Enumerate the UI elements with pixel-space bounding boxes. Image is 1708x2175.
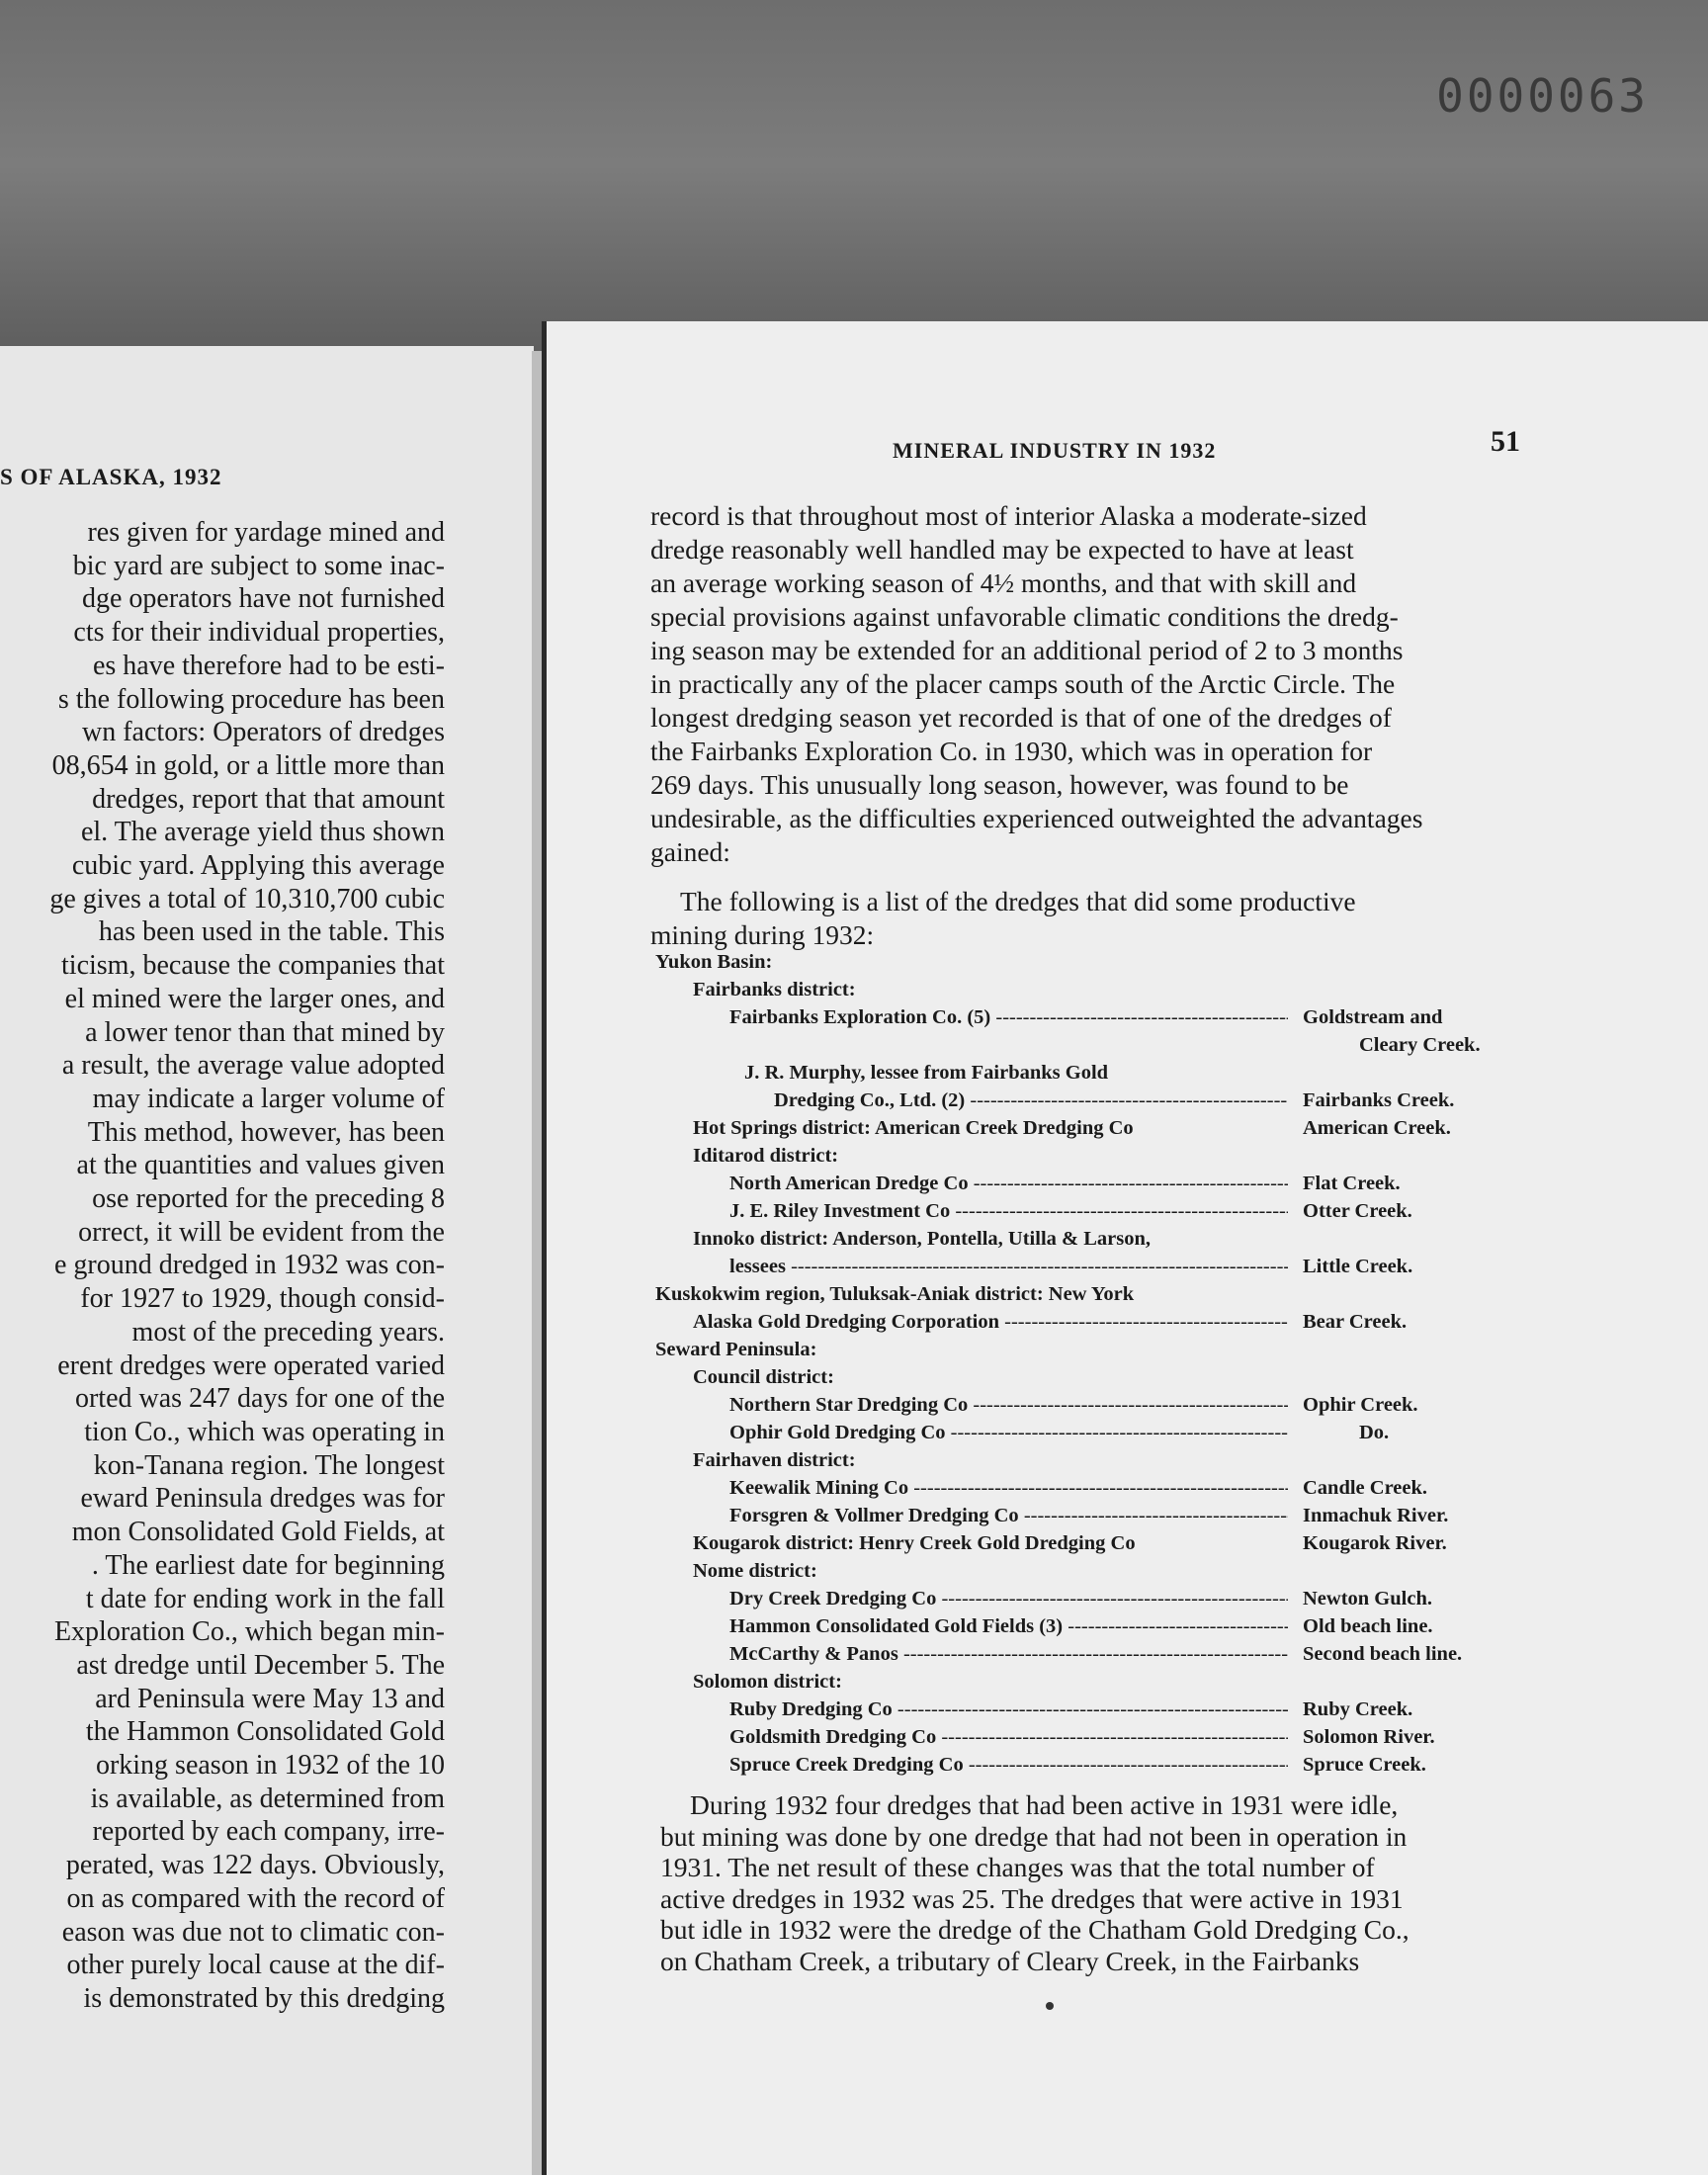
text-line: el. The average yield thus shown	[80, 817, 445, 848]
dredge-list-row	[655, 1754, 1540, 1782]
text-line: longest dredging season yet recorded is that of one of the dredges of	[650, 702, 1392, 733]
text-line: . The earliest date for beginning	[91, 1549, 445, 1581]
text-line: at the quantities and values given	[76, 1150, 445, 1181]
dredge-location: Little Creek.	[1303, 1256, 1413, 1277]
text-line: ard Peninsula were May 13 and	[95, 1683, 445, 1714]
dredge-list-row	[655, 1422, 1540, 1449]
text-line: cts for their individual properties,	[73, 617, 445, 649]
text-line: kon-Tanana region. The longest	[93, 1449, 445, 1481]
text-line: s the following procedure has been	[57, 683, 445, 715]
dredge-operator: Northern Star Dredging Co -----	[729, 1394, 1288, 1417]
dredge-operator: Fairbanks Exploration Co. (5) -----	[729, 1006, 1288, 1029]
text-line: other purely local cause at the dif-	[66, 1950, 445, 1981]
dredge-operator: Dredging Co., Ltd. (2) -----	[774, 1089, 1288, 1112]
dredge-list-row	[655, 1560, 1540, 1588]
text-line: orted was 247 days for one of the	[74, 1383, 445, 1415]
text-line: on as compared with the record of	[66, 1882, 445, 1914]
dredge-list-row	[655, 1145, 1540, 1173]
dredge-location: Old beach line.	[1303, 1615, 1433, 1637]
dredge-list-row	[655, 1006, 1540, 1034]
text-line: record is that throughout most of interior Alaska a moderate-sized	[650, 500, 1367, 531]
dredge-operator: Iditarod district:	[693, 1145, 839, 1167]
text-line: gained:	[650, 836, 730, 867]
dredge-location: Solomon River.	[1303, 1726, 1435, 1748]
dredge-operator: Fairhaven district:	[693, 1449, 856, 1471]
dredge-list-row	[655, 1477, 1540, 1505]
dredge-list-row	[655, 1698, 1540, 1726]
text-line: orrect, it will be evident from the	[78, 1216, 445, 1248]
intro-paragraph	[650, 499, 1535, 869]
text-line: ose reported for the preceding 8	[92, 1183, 445, 1215]
dredge-operator: Yukon Basin:	[655, 951, 773, 973]
text-line: reported by each company, irre-	[92, 1816, 445, 1848]
text-line: has been used in the table. This	[98, 916, 445, 948]
right-page	[542, 321, 1708, 2175]
dredge-operator: Seward Peninsula:	[655, 1339, 817, 1360]
dredge-location: Goldstream and	[1303, 1006, 1443, 1028]
dredge-list-row	[655, 1034, 1540, 1062]
dredge-location: Newton Gulch.	[1303, 1588, 1432, 1610]
dredge-operator: Ruby Dredging Co -----	[729, 1698, 1288, 1721]
dredge-operator: Kuskokwim region, Tuluksak-Aniak district: New York	[655, 1283, 1135, 1305]
dredge-list-row	[655, 1311, 1540, 1339]
dredge-operator: Solomon district:	[693, 1671, 842, 1693]
dredge-list-row	[655, 1228, 1540, 1256]
dredge-location: Second beach line.	[1303, 1643, 1463, 1665]
page-mark	[1046, 2002, 1054, 2010]
text-line: During 1932 four dredges that had been active in 1931 were idle,	[690, 1789, 1399, 1820]
text-line: but mining was done by one dredge that had not been in operation in	[660, 1820, 1408, 1852]
text-line: perated, was 122 days. Obviously,	[65, 1850, 445, 1881]
scan-stamp: 0000063	[1436, 69, 1649, 123]
text-line: The following is a list of the dredges that did some productive	[680, 886, 1356, 916]
text-line: el mined were the larger ones, and	[64, 983, 445, 1014]
dredge-location: Flat Creek.	[1303, 1173, 1401, 1194]
dredge-list-row	[655, 1505, 1540, 1532]
dredge-location: Do.	[1359, 1422, 1390, 1443]
dredge-list	[655, 951, 1540, 1782]
text-line: an average working season of 4½ months, and that with skill and	[650, 567, 1357, 598]
dredge-operator: Kougarok district: Henry Creek Gold Dredging Co	[693, 1532, 1136, 1554]
text-line: mining during 1932:	[650, 919, 875, 950]
text-line: Exploration Co., which began min-	[53, 1616, 445, 1648]
text-line: 1931. The net result of these changes was that the total number of	[660, 1852, 1375, 1882]
text-line: in practically any of the placer camps south of the Arctic Circle. The	[650, 668, 1396, 699]
dredge-list-row	[655, 979, 1540, 1006]
text-line: ge gives a total of 10,310,700 cubic	[49, 883, 445, 914]
dredge-operator: North American Dredge Co -----	[729, 1173, 1288, 1195]
text-line: undesirable, as the difficulties experienced outweighted the advantages	[650, 803, 1423, 833]
page-number: 51	[1491, 425, 1520, 458]
dredge-operator: Innoko district: Anderson, Pontella, Utilla & Larson,	[693, 1228, 1151, 1250]
dredge-operator: Keewalik Mining Co -----	[729, 1477, 1288, 1500]
dredge-operator: McCarthy & Panos -----	[729, 1643, 1288, 1666]
text-line: tion Co., which was operating in	[84, 1416, 445, 1447]
right-running-header: MINERAL INDUSTRY IN 1932	[893, 438, 1217, 463]
text-line: e ground dredged in 1932 was con-	[53, 1250, 445, 1281]
text-line: orking season in 1932 of the 10	[95, 1750, 445, 1782]
dredge-list-row	[655, 1726, 1540, 1754]
left-page-text	[0, 516, 445, 2016]
text-line: eward Peninsula dredges was for	[80, 1483, 445, 1515]
text-line: special provisions against unfavorable climatic conditions the dredg-	[650, 601, 1399, 632]
text-line: a result, the average value adopted	[61, 1050, 445, 1082]
dredge-location: Otter Creek.	[1303, 1200, 1412, 1222]
dredge-list-row	[655, 951, 1540, 979]
dredge-list-row	[655, 1200, 1540, 1228]
dredge-location: Spruce Creek.	[1303, 1754, 1426, 1776]
closing-paragraph	[660, 1789, 1540, 1976]
dredge-list-row	[655, 1366, 1540, 1394]
dredge-operator: Nome district:	[693, 1560, 817, 1582]
text-line: ing season may be extended for an additional period of 2 to 3 months	[650, 635, 1404, 665]
dredge-operator: Forsgren & Vollmer Dredging Co -----	[729, 1505, 1288, 1527]
dredge-location: Ruby Creek.	[1303, 1698, 1413, 1720]
text-line: the Fairbanks Exploration Co. in 1930, which was in operation for	[650, 736, 1373, 766]
dredge-list-row	[655, 1532, 1540, 1560]
dredge-location: Cleary Creek.	[1359, 1034, 1481, 1056]
text-line: bic yard are subject to some inac-	[72, 550, 445, 581]
text-line: but idle in 1932 were the dredge of the Chatham Gold Dredging Co.,	[660, 1914, 1409, 1945]
text-line: dge operators have not furnished	[82, 583, 445, 615]
text-line: active dredges in 1932 was 25. The dredges that were active in 1931	[660, 1882, 1404, 1914]
text-line: dredges, report that that amount	[92, 783, 445, 815]
dredge-location: Candle Creek.	[1303, 1477, 1428, 1499]
dredge-operator: Council district:	[693, 1366, 834, 1388]
text-line: a lower tenor than that mined by	[85, 1016, 445, 1048]
dredge-operator: J. R. Murphy, lessee from Fairbanks Gold	[744, 1062, 1109, 1084]
text-line: mon Consolidated Gold Fields, at	[71, 1517, 445, 1548]
dredge-operator: Dry Creek Dredging Co -----	[729, 1588, 1288, 1610]
dredge-list-row	[655, 1173, 1540, 1200]
text-line: ticism, because the companies that	[61, 950, 445, 982]
text-line: erent dredges were operated varied	[57, 1349, 445, 1381]
dredge-operator: Ophir Gold Dredging Co -----	[729, 1422, 1288, 1444]
dredge-operator: J. E. Riley Investment Co -----	[729, 1200, 1288, 1223]
dredge-operator: Hammon Consolidated Gold Fields (3) -----	[729, 1615, 1288, 1638]
left-running-header: S OF ALASKA, 1932	[0, 465, 222, 489]
text-line: res given for yardage mined and	[87, 517, 445, 548]
text-line: is demonstrated by this dredging	[83, 1982, 445, 2014]
dredge-list-row	[655, 1339, 1540, 1366]
dredge-operator: Fairbanks district:	[693, 979, 856, 1000]
text-line: 08,654 in gold, or a little more than	[51, 749, 445, 781]
dredge-list-row	[655, 1588, 1540, 1615]
text-line: eason was due not to climatic con-	[61, 1916, 445, 1948]
text-line: the Hammon Consolidated Gold	[85, 1716, 445, 1748]
dredge-list-row	[655, 1449, 1540, 1477]
list-intro-paragraph	[650, 885, 1535, 952]
dredge-location: Fairbanks Creek.	[1303, 1089, 1455, 1111]
dredge-list-row	[655, 1615, 1540, 1643]
text-line: This method, however, has been	[87, 1116, 445, 1148]
text-line: on Chatham Creek, a tributary of Cleary Creek, in the Fairbanks	[660, 1945, 1360, 1976]
text-line: ast dredge until December 5. The	[76, 1649, 445, 1681]
scan-top-shadow	[0, 0, 1708, 366]
text-line: may indicate a larger volume of	[92, 1083, 445, 1114]
dredge-operator: Goldsmith Dredging Co -----	[729, 1726, 1288, 1749]
dredge-location: American Creek.	[1303, 1117, 1451, 1139]
dredge-list-row	[655, 1117, 1540, 1145]
dredge-location: Inmachuk River.	[1303, 1505, 1449, 1526]
dredge-list-row	[655, 1671, 1540, 1698]
dredge-operator: Alaska Gold Dredging Corporation -----	[693, 1311, 1288, 1334]
dredge-location: Ophir Creek.	[1303, 1394, 1418, 1416]
dredge-list-row	[655, 1089, 1540, 1117]
text-line: dredge reasonably well handled may be expected to have at least	[650, 534, 1354, 565]
text-line: cubic yard. Applying this average	[71, 850, 445, 882]
dredge-list-row	[655, 1283, 1540, 1311]
text-line: wn factors: Operators of dredges	[82, 717, 445, 748]
dredge-location: Kougarok River.	[1303, 1532, 1447, 1554]
dredge-operator: lessees -----	[729, 1256, 1288, 1278]
text-line: is available, as determined from	[90, 1783, 445, 1814]
dredge-list-row	[655, 1062, 1540, 1089]
dredge-operator: Hot Springs district: American Creek Dredging Co	[693, 1117, 1134, 1139]
text-line: for 1927 to 1929, though consid-	[80, 1283, 445, 1315]
dredge-location: Bear Creek.	[1303, 1311, 1408, 1333]
dredge-list-row	[655, 1394, 1540, 1422]
left-page	[0, 346, 534, 2175]
text-line: t date for ending work in the fall	[85, 1583, 445, 1614]
dredge-list-row	[655, 1643, 1540, 1671]
dredge-operator: Spruce Creek Dredging Co -----	[729, 1754, 1288, 1777]
text-line: es have therefore had to be esti-	[92, 650, 445, 681]
text-line: most of the preceding years.	[131, 1316, 445, 1348]
dredge-list-row	[655, 1256, 1540, 1283]
text-line: 269 days. This unusually long season, however, was found to be	[650, 769, 1349, 800]
